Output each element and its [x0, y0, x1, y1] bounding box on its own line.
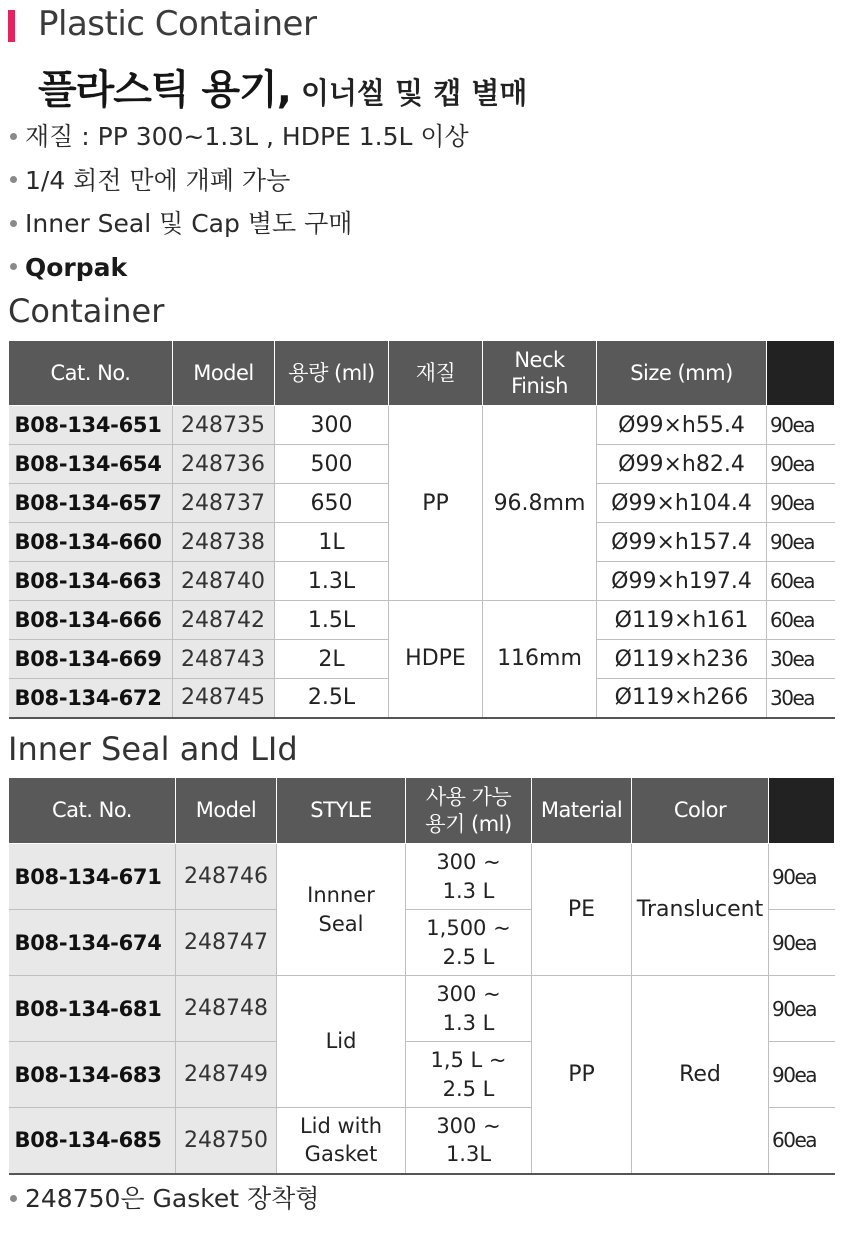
size: Ø99×h82.4: [597, 445, 767, 484]
capacity: 500: [275, 445, 389, 484]
model: 248750: [176, 1108, 277, 1174]
table-header-row: [9, 341, 835, 406]
material: HDPE: [389, 601, 483, 718]
capacity: 1L: [275, 523, 389, 562]
size: Ø119×h236: [597, 640, 767, 679]
feature-item: Inner Seal 및 Cap 별도 구매: [8, 205, 848, 249]
pack-qty: 60ea: [767, 562, 835, 601]
cat-no: B08-134-666: [9, 601, 173, 640]
style: Lid with Gasket: [277, 1108, 406, 1174]
feature-item: 재질 : PP 300~1.3L , HDPE 1.5L 이상: [8, 118, 848, 162]
pack-qty: 30ea: [767, 679, 835, 718]
cat-no: B08-134-657: [9, 484, 173, 523]
capacity: 2.5L: [275, 679, 389, 718]
usable-container: 300 ~ 1.3 L: [406, 976, 532, 1042]
model: 248748: [176, 976, 277, 1042]
cat-no: B08-134-654: [9, 445, 173, 484]
feature-item-brand: Qorpak: [8, 249, 848, 293]
model: 248737: [173, 484, 275, 523]
title-ko-sub: 이너씰 및 캡 별매: [300, 76, 528, 110]
model: 248747: [176, 910, 277, 976]
cat-no: B08-134-683: [9, 1042, 176, 1108]
bullet-dot-icon: [10, 263, 17, 270]
model: 248735: [173, 406, 275, 445]
capacity: 300: [275, 406, 389, 445]
model: 248738: [173, 523, 275, 562]
header-size: Size (mm): [597, 341, 767, 406]
color: Red: [632, 976, 769, 1174]
container-section-title: Container: [8, 292, 165, 330]
header-pack: [769, 778, 835, 844]
neck-finish: 96.8mm: [483, 406, 597, 601]
cat-no: B08-134-663: [9, 562, 173, 601]
capacity: 650: [275, 484, 389, 523]
bullet-dot-icon: [10, 1195, 17, 1202]
bullet-dot-icon: [10, 133, 17, 140]
capacity: 1.5L: [275, 601, 389, 640]
size: Ø119×h161: [597, 601, 767, 640]
material: PE: [532, 844, 632, 976]
title-ko-main: 플라스틱 용기,: [38, 67, 291, 113]
header-material: Material: [532, 778, 632, 844]
title-accent-bar: [8, 10, 15, 42]
size: Ø99×h157.4: [597, 523, 767, 562]
page-title-ko: [38, 58, 527, 115]
model: 248743: [173, 640, 275, 679]
cat-no: B08-134-681: [9, 976, 176, 1042]
feature-item: 1/4 회전 만에 개폐 가능: [8, 162, 848, 206]
footnote: [8, 1180, 319, 1218]
feature-list: [8, 118, 848, 292]
page-title-en: Plastic Container: [38, 4, 317, 44]
header-model: Model: [173, 341, 275, 406]
header-cat-no: Cat. No.: [9, 778, 176, 844]
header-color: Color: [632, 778, 769, 844]
model: 248749: [176, 1042, 277, 1108]
cat-no: B08-134-674: [9, 910, 176, 976]
cat-no: B08-134-669: [9, 640, 173, 679]
usable-container: 1,500 ~ 2.5 L: [406, 910, 532, 976]
style: Innner Seal: [277, 844, 406, 976]
usable-container: 300 ~ 1.3 L: [406, 844, 532, 910]
size: Ø99×h104.4: [597, 484, 767, 523]
header-model: Model: [176, 778, 277, 844]
header-cat-no: Cat. No.: [9, 341, 173, 406]
table-header-row: [9, 778, 835, 844]
material: PP: [532, 976, 632, 1174]
header-capacity: 용량 (ml): [275, 341, 389, 406]
container-table: [8, 340, 835, 719]
model: 248745: [173, 679, 275, 718]
bullet-dot-icon: [10, 220, 17, 227]
table-row: [9, 976, 835, 1042]
usable-container: 1,5 L ~ 2.5 L: [406, 1042, 532, 1108]
footnote-text: 248750은 Gasket 장착형: [25, 1184, 320, 1213]
header-material: 재질: [389, 341, 483, 406]
capacity: 2L: [275, 640, 389, 679]
capacity: 1.3L: [275, 562, 389, 601]
material: PP: [389, 406, 483, 601]
bullet-dot-icon: [10, 176, 17, 183]
cat-no: B08-134-671: [9, 844, 176, 910]
inner-seal-table: [8, 777, 835, 1175]
pack-qty: 60ea: [767, 601, 835, 640]
model: 248742: [173, 601, 275, 640]
header-usable-container: 사용 가능 용기 (ml): [406, 778, 532, 844]
model: 248746: [176, 844, 277, 910]
size: Ø99×h55.4: [597, 406, 767, 445]
header-neck-finish: Neck Finish: [483, 341, 597, 406]
usable-container: 300 ~ 1.3L: [406, 1108, 532, 1174]
table-row: [9, 406, 835, 445]
cat-no: B08-134-651: [9, 406, 173, 445]
color: Translucent: [632, 844, 769, 976]
header-pack: [767, 341, 835, 406]
header-style: STYLE: [277, 778, 406, 844]
pack-qty: 90ea: [769, 910, 835, 976]
pack-qty: 90ea: [767, 484, 835, 523]
pack-qty: 90ea: [769, 1042, 835, 1108]
table-row: [9, 601, 835, 640]
pack-qty: 90ea: [769, 844, 835, 910]
model: 248740: [173, 562, 275, 601]
pack-qty: 90ea: [767, 523, 835, 562]
pack-qty: 90ea: [767, 406, 835, 445]
table-row: [9, 844, 835, 910]
model: 248736: [173, 445, 275, 484]
cat-no: B08-134-672: [9, 679, 173, 718]
inner-seal-section-title: Inner Seal and LId: [8, 730, 298, 768]
pack-qty: 30ea: [767, 640, 835, 679]
pack-qty: 60ea: [769, 1108, 835, 1174]
style: Lid: [277, 976, 406, 1108]
cat-no: B08-134-685: [9, 1108, 176, 1174]
pack-qty: 90ea: [767, 445, 835, 484]
size: Ø119×h266: [597, 679, 767, 718]
neck-finish: 116mm: [483, 601, 597, 718]
size: Ø99×h197.4: [597, 562, 767, 601]
pack-qty: 90ea: [769, 976, 835, 1042]
cat-no: B08-134-660: [9, 523, 173, 562]
